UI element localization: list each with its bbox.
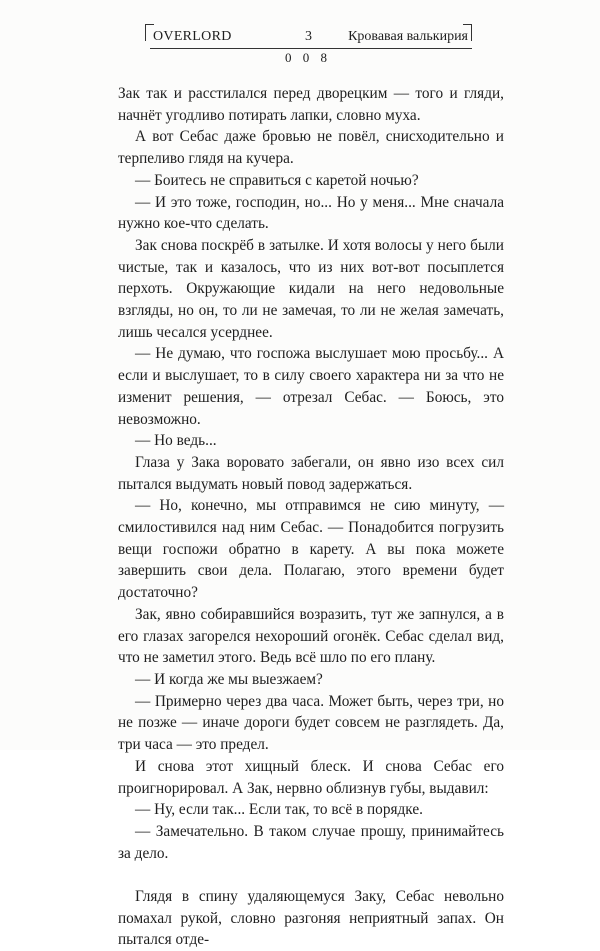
chapter-number: 0 0 8 <box>285 50 331 65</box>
paragraph: — Примерно через два часа. Может быть, через три, но не позже — иначе дороги будет совсем не разглядеть. Да, три часа — это предел. <box>118 692 504 754</box>
book-title: Кровавая валькирия <box>348 29 468 44</box>
paragraph: И снова этот хищный блеск. И снова Себас его проигнорировал. А Зак, нервно облизнув губы, выдавил: <box>118 757 504 797</box>
series-title: OVERLORD <box>153 29 232 44</box>
paragraph: Глядя в спину удаляющемуся Заку, Себас невольно помахал рукой, словно разгоняя неприятный запах. Он пытался отде- <box>118 888 504 949</box>
paragraph: — Но, конечно, мы отправимся не сию минуту, — смилостивился над ним Себас. — Понадобится погрузить вещи госпожи обратно в карету. А вы пока можете завершить свои дела. Полагаю, этого времени будет достаточно? <box>118 497 504 602</box>
paragraph: Глаза у Зака воровато забегали, он явно изо всех сил пытался выдумать новый повод задержаться. <box>118 453 504 493</box>
body-text <box>118 83 504 951</box>
paragraph: Зак так и расстилался перед дворецким — того и гляди, начнёт угодливо потирать лапки, словно муха. <box>118 85 504 124</box>
paragraph: — Замечательно. В таком случае прошу, принимайтесь за дело. <box>118 822 504 862</box>
running-header <box>140 20 476 68</box>
paragraph: — Но ведь... <box>135 432 217 450</box>
paragraph: — Боитесь не справиться с каретой ночью? <box>135 171 419 189</box>
paragraph: А вот Себас даже бровью не повёл, снисходительно и терпеливо глядя на кучера. <box>118 128 504 168</box>
volume-number: 3 <box>305 29 312 44</box>
paragraph: — Не думаю, что госпожа выслушает мою просьбу... А если и выслушает, то в силу своего характера ни за что не изменит решения, — отрезал Себас. — Боюсь, это невозможно. <box>118 345 504 428</box>
paragraph: — И это тоже, господин, но... Но у меня... Мне сначала нужно кое-что сделать. <box>118 193 504 233</box>
header-rule <box>150 48 472 49</box>
paragraph: — И когда же мы выезжаем? <box>135 670 323 688</box>
paragraph: Зак, явно собиравшийся возразить, тут же запнулся, а в его глазах загорелся нехороший огонёк. Себас сделал вид, что не заметил этого. Ведь всё шло по его плану. <box>118 605 504 667</box>
paragraph: Зак снова поскрёб в затылке. И хотя волосы у него были чистые, так и казалось, что из них вот-вот посыплется перхоть. Окружающие кидали на него недовольные взгляды, но он, то ли не замечая, то ли не желая замечать, лишь чесался усерднее. <box>118 236 504 341</box>
paragraph: — Ну, если так... Если так, то всё в порядке. <box>135 801 423 819</box>
